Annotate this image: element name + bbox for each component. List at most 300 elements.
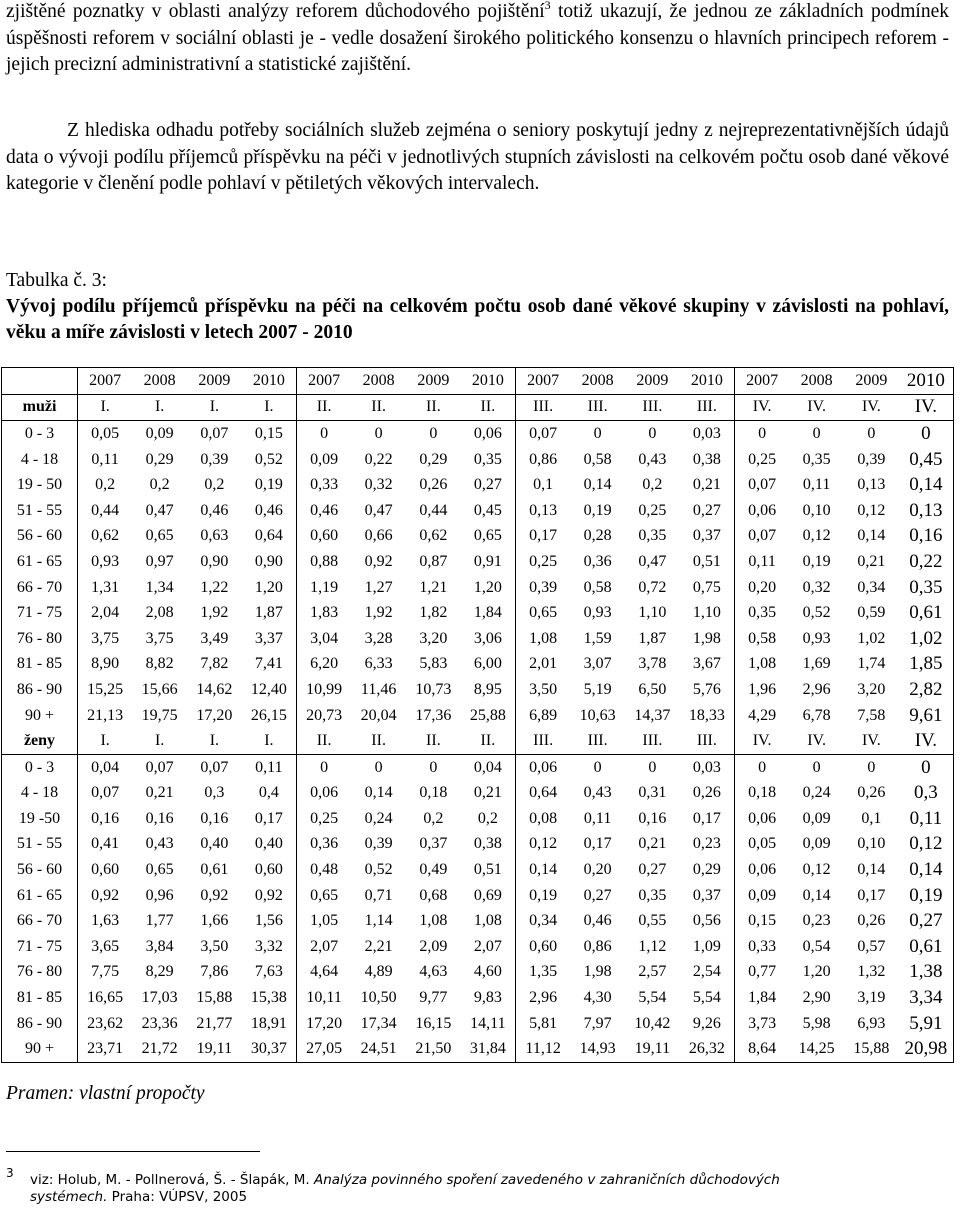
footnote: viz: Holub, M. - Pollnerová, Š. - Šlapák, M. Analýza povinného spoření zavedeného v zahraničních důchodových systémech. Praha: VÚPSV, 2005 (30, 1172, 780, 1205)
value-cell: 0,24 (364, 809, 393, 827)
table-row (2, 626, 954, 652)
value-cell: 25,88 (469, 706, 506, 724)
value-cell: 14,25 (789, 1036, 844, 1062)
source-note: Pramen: vlastní propočty (6, 1083, 205, 1104)
intro-paragraph: zjištěné poznatky v oblasti analýzy reforem důchodového pojištění$^3$ totiž ukazují, že jednou ze základních podmínek úspěšnosti reforem v sociální oblasti je - vedle dosažení širokého politického konsenzu o hlavních principech reforem - jejich precizní administrativní a statistické zajištění. (6, 0, 949, 75)
value-cell: 0,39 (857, 450, 886, 468)
dependency-level-cell: III. (570, 394, 625, 421)
value-cell: 0,08 (516, 806, 571, 832)
value-cell: 0 (899, 421, 954, 447)
value-cell: 0,25 (638, 501, 667, 519)
value-cell: 1,74 (857, 655, 886, 673)
value-cell: 0,48 (297, 857, 352, 883)
value-cell: 1,21 (419, 578, 448, 596)
value-cell: 0,2 (477, 809, 498, 827)
value-cell: 0,63 (200, 527, 229, 545)
value-cell: 0,59 (857, 604, 886, 622)
value-cell: 0,11 (255, 758, 283, 776)
value-cell: 0,66 (364, 527, 393, 545)
value-cell: 30,37 (242, 1036, 297, 1062)
value-cell: 19,11 (625, 1036, 680, 1062)
value-cell: 3,73 (735, 1011, 790, 1037)
value-cell: 3,04 (297, 626, 352, 652)
value-cell: 0,3 (899, 781, 954, 807)
value-cell: 1,12 (638, 937, 667, 955)
table-row (2, 908, 954, 934)
value-cell: 20,04 (360, 706, 397, 724)
value-cell: 0,43 (583, 784, 612, 802)
value-cell: 1,20 (802, 963, 831, 981)
value-cell: 14,62 (196, 680, 233, 698)
value-cell: 10,63 (579, 706, 616, 724)
table-row (2, 447, 954, 473)
dependency-level-cell: I. (78, 728, 133, 754)
age-group-cell: 0 - 3 (2, 421, 78, 447)
value-cell: 0,2 (204, 476, 225, 494)
value-cell: 0,34 (516, 908, 571, 934)
value-cell: 0,58 (583, 578, 612, 596)
value-cell: 0,19 (583, 501, 612, 519)
value-cell: 0,21 (692, 476, 721, 494)
value-cell: 16,15 (415, 1014, 452, 1032)
value-cell: 0,28 (583, 527, 612, 545)
value-cell: 0 (735, 754, 790, 780)
value-cell: 0,24 (802, 784, 831, 802)
value-cell: 0,21 (638, 835, 667, 853)
value-cell: 27,05 (297, 1036, 352, 1062)
value-cell: 3,34 (899, 985, 954, 1011)
dependency-level-cell: III. (625, 728, 680, 754)
value-cell: 17,20 (297, 1011, 352, 1037)
value-cell: 0,45 (899, 447, 954, 473)
value-cell: 2,90 (802, 989, 831, 1007)
value-cell: 12,40 (250, 680, 287, 698)
value-cell: 0,97 (145, 552, 174, 570)
value-cell: 0,39 (200, 450, 229, 468)
value-cell: 2,82 (899, 677, 954, 703)
value-cell: 1,69 (802, 655, 831, 673)
value-cell: 3,75 (145, 629, 174, 647)
dependency-level-cell: I. (187, 728, 242, 754)
value-cell: 0,2 (149, 476, 170, 494)
year-header-cell: 2010 (461, 368, 516, 395)
value-cell: 0,11 (78, 447, 133, 473)
value-cell: 0,35 (899, 575, 954, 601)
value-cell: 3,65 (78, 934, 133, 960)
table-label: Tabulka č. 3: (6, 270, 107, 291)
age-group-cell: 56 - 60 (2, 857, 78, 883)
value-cell: 0,17 (692, 809, 721, 827)
age-group-cell: 19 - 50 (2, 472, 78, 498)
value-cell: 0,58 (583, 450, 612, 468)
value-cell: 7,82 (200, 655, 229, 673)
value-cell: 0,54 (802, 937, 831, 955)
value-cell: 0,2 (642, 476, 663, 494)
value-cell: 0,33 (297, 472, 352, 498)
value-cell: 15,88 (844, 1036, 899, 1062)
value-cell: 19,11 (187, 1036, 242, 1062)
value-cell: 20,98 (899, 1036, 954, 1062)
value-cell: 17,34 (360, 1014, 397, 1032)
dependency-level-cell: IV. (899, 394, 954, 421)
year-header-cell: 2007 (297, 368, 352, 395)
age-group-cell: 66 - 70 (2, 575, 78, 601)
value-cell: 23,62 (78, 1011, 133, 1037)
value-cell: 0,18 (735, 781, 790, 807)
value-cell: 1,83 (297, 600, 352, 626)
age-group-cell: 61 - 65 (2, 549, 78, 575)
value-cell: 1,10 (692, 604, 721, 622)
section-header-row (2, 394, 954, 421)
value-cell: 0,29 (419, 450, 448, 468)
value-cell: 0,39 (516, 575, 571, 601)
value-cell: 0,03 (692, 424, 721, 442)
value-cell: 0,92 (254, 886, 283, 904)
value-cell: 1,19 (297, 575, 352, 601)
value-cell: 0,33 (735, 934, 790, 960)
table-row (2, 498, 954, 524)
section-label: ženy (2, 728, 78, 754)
value-cell: 0,07 (516, 421, 571, 447)
value-cell: 4,60 (473, 963, 502, 981)
value-cell: 9,26 (692, 1014, 721, 1032)
value-cell: 1,32 (857, 963, 886, 981)
value-cell: 0,60 (297, 524, 352, 550)
value-cell: 0,12 (802, 861, 831, 879)
dependency-level-cell: I. (132, 728, 187, 754)
value-cell: 3,06 (473, 629, 502, 647)
value-cell: 4,29 (735, 703, 790, 729)
value-cell: 8,82 (145, 655, 174, 673)
value-cell: 2,01 (516, 652, 571, 678)
value-cell: 0,15 (735, 908, 790, 934)
value-cell: 0,11 (583, 809, 612, 827)
value-cell: 0,49 (419, 861, 448, 879)
value-cell: 0,19 (254, 476, 283, 494)
year-header-cell: 2009 (406, 368, 461, 395)
section-label: muži (2, 394, 78, 421)
value-cell: 0,93 (78, 549, 133, 575)
value-cell: 0,38 (692, 450, 721, 468)
value-cell: 20,73 (297, 703, 352, 729)
value-cell: 0,21 (145, 784, 174, 802)
value-cell: 0,27 (583, 886, 612, 904)
dependency-level-cell: I. (242, 728, 297, 754)
year-header-cell: 2007 (516, 368, 571, 395)
year-header-cell: 2007 (735, 368, 790, 395)
value-cell: 0,40 (254, 835, 283, 853)
value-cell: 1,14 (364, 912, 393, 930)
value-cell: 0,06 (297, 781, 352, 807)
value-cell: 0 (374, 758, 383, 776)
value-cell: 0,16 (78, 806, 133, 832)
value-cell: 21,72 (132, 1036, 187, 1062)
value-cell: 0,46 (583, 912, 612, 930)
table-row (2, 832, 954, 858)
value-cell: 7,58 (857, 706, 886, 724)
value-cell: 0,52 (254, 450, 283, 468)
value-cell: 0,40 (200, 835, 229, 853)
age-group-cell: 19 -50 (2, 806, 78, 832)
value-cell: 4,30 (583, 989, 612, 1007)
value-cell: 3,49 (200, 629, 229, 647)
dependency-level-cell: IV. (789, 728, 844, 754)
table-row (2, 703, 954, 729)
value-cell: 0,15 (254, 424, 283, 442)
value-cell: 1,34 (145, 578, 174, 596)
value-cell: 5,98 (802, 1014, 831, 1032)
value-cell: 0 (735, 421, 790, 447)
year-header-cell: 2010 (680, 368, 735, 395)
value-cell: 0,77 (735, 960, 790, 986)
value-cell: 0,88 (297, 549, 352, 575)
value-cell: 0,29 (145, 450, 174, 468)
footnote-mark: 3 (6, 1166, 14, 1180)
year-header-cell: 2007 (78, 368, 133, 395)
value-cell: 0,62 (419, 527, 448, 545)
value-cell: 0,45 (473, 501, 502, 519)
value-cell: 1,08 (473, 912, 502, 930)
value-cell: 0,68 (419, 886, 448, 904)
value-cell: 0,92 (200, 886, 229, 904)
value-cell: 3,67 (692, 655, 721, 673)
value-cell: 0,86 (516, 447, 571, 473)
value-cell: 0,47 (638, 552, 667, 570)
value-cell: 6,89 (516, 703, 571, 729)
dependency-level-cell: I. (242, 394, 297, 421)
value-cell: 26,32 (680, 1036, 735, 1062)
age-group-cell: 86 - 90 (2, 1011, 78, 1037)
dependency-level-cell: III. (680, 394, 735, 421)
dependency-level-cell: II. (297, 728, 352, 754)
value-cell: 0,46 (297, 498, 352, 524)
table-row (2, 524, 954, 550)
value-cell: 3,84 (145, 937, 174, 955)
year-header-cell: 2008 (789, 368, 844, 395)
value-cell: 2,07 (297, 934, 352, 960)
footnote-reference: 3 (544, 0, 551, 12)
value-cell: 0,06 (735, 857, 790, 883)
table-row (2, 549, 954, 575)
dependency-level-cell: III. (680, 728, 735, 754)
value-cell: 0,07 (200, 758, 229, 776)
value-cell: 3,78 (638, 655, 667, 673)
value-cell: 2,08 (145, 604, 174, 622)
value-cell: 0,12 (516, 832, 571, 858)
value-cell: 0,92 (78, 883, 133, 909)
value-cell: 14,11 (470, 1014, 506, 1032)
value-cell: 8,95 (473, 680, 502, 698)
table-row (2, 575, 954, 601)
value-cell: 10,73 (415, 680, 452, 698)
table-row (2, 472, 954, 498)
value-cell: 0,16 (638, 809, 667, 827)
value-cell: 0,60 (516, 934, 571, 960)
value-cell: 0,17 (857, 886, 886, 904)
value-cell: 1,87 (638, 629, 667, 647)
value-cell: 2,04 (78, 600, 133, 626)
value-cell: 0,65 (145, 861, 174, 879)
age-group-cell: 51 - 55 (2, 832, 78, 858)
value-cell: 7,86 (200, 963, 229, 981)
value-cell: 7,41 (254, 655, 283, 673)
value-cell: 0,14 (364, 784, 393, 802)
value-cell: 3,07 (583, 655, 612, 673)
table-row (2, 883, 954, 909)
value-cell: 2,57 (638, 963, 667, 981)
year-header-cell: 2009 (187, 368, 242, 395)
value-cell: 21,13 (78, 703, 133, 729)
value-cell: 0,65 (473, 527, 502, 545)
value-cell: 10,50 (360, 989, 397, 1007)
value-cell: 0,09 (297, 447, 352, 473)
value-cell: 0,96 (145, 886, 174, 904)
value-cell: 0,27 (899, 908, 954, 934)
value-cell: 0,14 (802, 886, 831, 904)
value-cell: 0 (812, 424, 821, 442)
corner-cell (2, 368, 78, 395)
value-cell: 0,26 (692, 784, 721, 802)
value-cell: 16,65 (78, 985, 133, 1011)
value-cell: 3,20 (419, 629, 448, 647)
value-cell: 1,77 (145, 912, 174, 930)
value-cell: 0,06 (473, 424, 502, 442)
value-cell: 19,75 (141, 706, 178, 724)
value-cell: 0,31 (638, 784, 667, 802)
value-cell: 0,27 (473, 476, 502, 494)
dependency-level-cell: III. (516, 728, 571, 754)
year-header-cell: 2009 (625, 368, 680, 395)
value-cell: 0,14 (899, 857, 954, 883)
dependency-level-cell: IV. (735, 728, 790, 754)
value-cell: 8,64 (735, 1036, 790, 1062)
value-cell: 0,46 (254, 501, 283, 519)
value-cell: 1,20 (254, 578, 283, 596)
value-cell: 0,17 (516, 524, 571, 550)
value-cell: 0,32 (364, 476, 393, 494)
age-group-cell: 90 + (2, 1036, 78, 1062)
value-cell: 5,54 (692, 989, 721, 1007)
year-header-cell: 2008 (570, 368, 625, 395)
value-cell: 1,08 (735, 652, 790, 678)
value-cell: 1,10 (638, 604, 667, 622)
value-cell: 0,17 (583, 835, 612, 853)
value-cell: 3,50 (516, 677, 571, 703)
value-cell: 0,13 (899, 498, 954, 524)
value-cell: 0 (429, 758, 438, 776)
value-cell: 0 (297, 421, 352, 447)
value-cell: 1,96 (735, 677, 790, 703)
value-cell: 0 (648, 758, 657, 776)
value-cell: 0,20 (583, 861, 612, 879)
value-cell: 2,96 (516, 985, 571, 1011)
value-cell: 23,71 (78, 1036, 133, 1062)
value-cell: 1,27 (364, 578, 393, 596)
section-header-row (2, 728, 954, 754)
value-cell: 0,07 (145, 758, 174, 776)
data-table-container (1, 367, 954, 1063)
value-cell: 5,54 (638, 989, 667, 1007)
value-cell: 0,09 (802, 835, 831, 853)
value-cell: 0,35 (638, 527, 667, 545)
value-cell: 0,58 (735, 626, 790, 652)
dependency-level-cell: IV. (789, 394, 844, 421)
value-cell: 0,07 (735, 472, 790, 498)
value-cell: 0,12 (899, 832, 954, 858)
value-cell: 1,02 (857, 629, 886, 647)
dependency-level-cell: III. (516, 394, 571, 421)
year-header-cell: 2009 (844, 368, 899, 395)
value-cell: 0,10 (857, 835, 886, 853)
value-cell: 0,13 (516, 498, 571, 524)
table-row (2, 857, 954, 883)
value-cell: 23,36 (141, 1014, 178, 1032)
value-cell: 0,56 (692, 912, 721, 930)
age-group-cell: 51 - 55 (2, 498, 78, 524)
value-cell: 7,63 (254, 963, 283, 981)
value-cell: 0,16 (145, 809, 174, 827)
value-cell: 0,13 (857, 476, 886, 494)
value-cell: 0,19 (516, 883, 571, 909)
value-cell: 0,60 (78, 857, 133, 883)
table-header-row (2, 368, 954, 395)
table-title: Vývoj podílu příjemců příspěvku na péči na celkovém počtu osob dané věkové skupiny v závislosti na pohlaví, věku a míře závislosti v letech 2007 - 2010 (6, 296, 949, 343)
value-cell: 0,12 (802, 527, 831, 545)
value-cell: 0,11 (899, 806, 954, 832)
value-cell: 0,3 (204, 784, 225, 802)
value-cell: 1,31 (78, 575, 133, 601)
age-group-cell: 4 - 18 (2, 447, 78, 473)
value-cell: 0,21 (857, 552, 886, 570)
value-cell: 1,08 (516, 626, 571, 652)
dependency-level-cell: III. (570, 728, 625, 754)
value-cell: 0 (867, 424, 876, 442)
value-cell: 0,57 (857, 937, 886, 955)
value-cell: 0,27 (692, 501, 721, 519)
value-cell: 14,93 (570, 1036, 625, 1062)
value-cell: 0,35 (735, 600, 790, 626)
dependency-level-cell: II. (461, 394, 516, 421)
value-cell: 0,65 (516, 600, 571, 626)
year-header-cell: 2008 (351, 368, 406, 395)
value-cell: 0,93 (802, 629, 831, 647)
value-cell: 10,42 (634, 1014, 671, 1032)
value-cell: 0,51 (473, 861, 502, 879)
table-row (2, 421, 954, 447)
value-cell: 8,29 (145, 963, 174, 981)
dependency-level-cell: II. (406, 394, 461, 421)
value-cell: 0,35 (802, 450, 831, 468)
table-row (2, 652, 954, 678)
value-cell: 0,22 (899, 549, 954, 575)
value-cell: 0,52 (802, 604, 831, 622)
value-cell: 0,43 (638, 450, 667, 468)
value-cell: 0,37 (419, 835, 448, 853)
value-cell: 1,98 (583, 963, 612, 981)
value-cell: 0,90 (200, 552, 229, 570)
value-cell: 0,25 (516, 549, 571, 575)
dependency-level-cell: III. (625, 394, 680, 421)
value-cell: 0,92 (364, 552, 393, 570)
dependency-level-cell: IV. (844, 394, 899, 421)
value-cell: 0,44 (419, 501, 448, 519)
value-cell: 5,76 (692, 680, 721, 698)
value-cell: 3,37 (254, 629, 283, 647)
value-cell: 0,20 (735, 575, 790, 601)
value-cell: 0,64 (516, 781, 571, 807)
value-cell: 0,19 (802, 552, 831, 570)
value-cell: 11,12 (516, 1036, 571, 1062)
